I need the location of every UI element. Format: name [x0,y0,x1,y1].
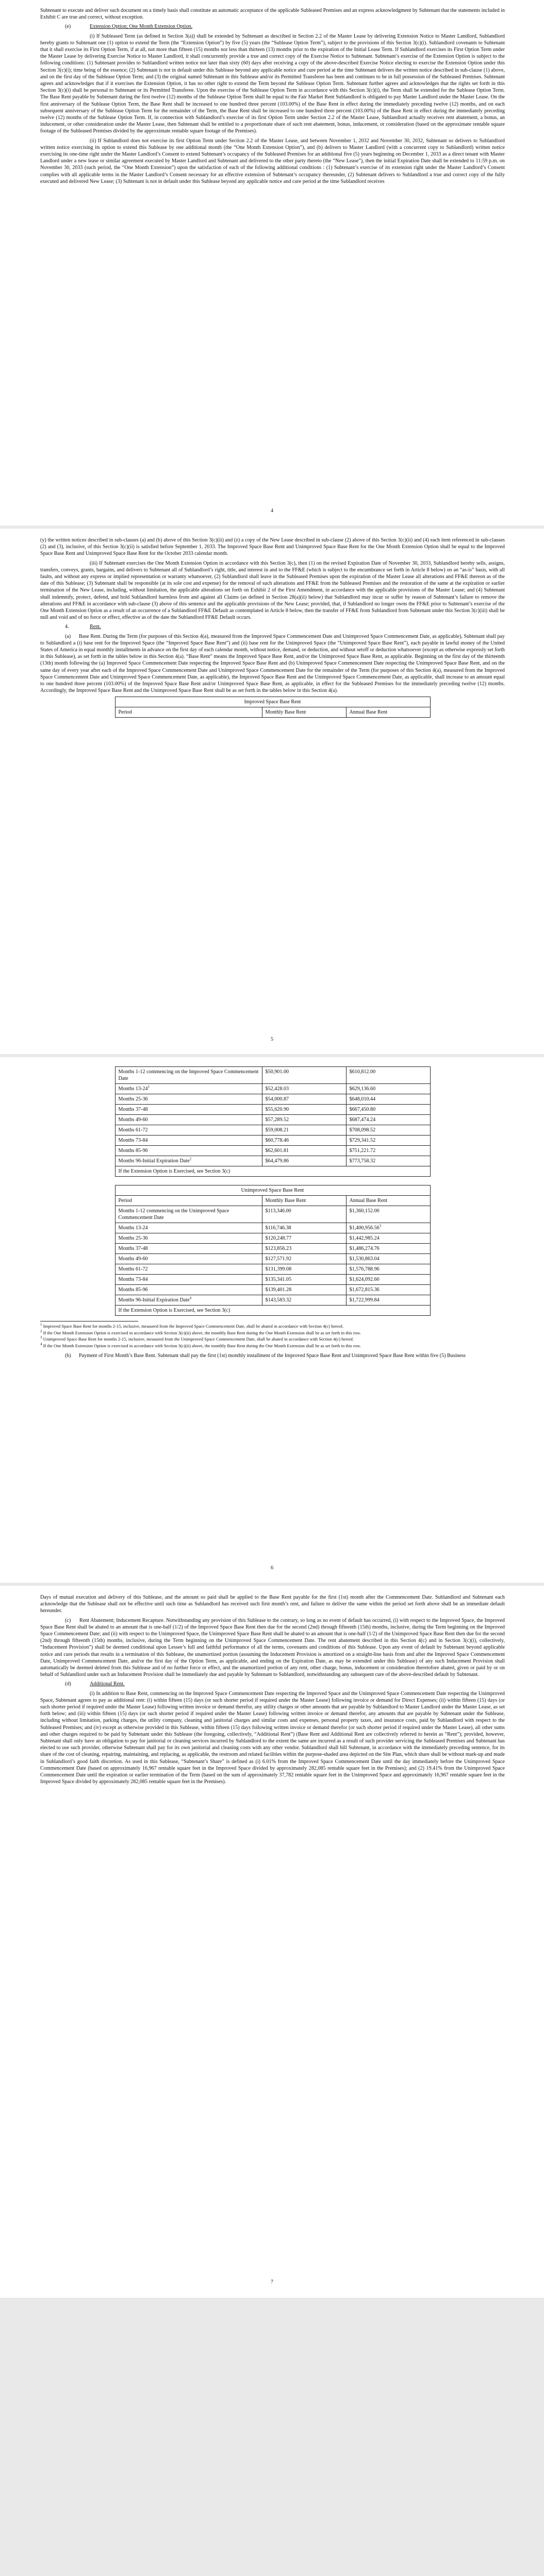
annual-rent-cell: $1,576,788.96 [346,1264,430,1275]
monthly-rent-cell: $59,008.21 [262,1125,346,1136]
table-row [115,1146,430,1156]
table-header-row [115,707,430,718]
monthly-rent-cell: $55,620.90 [262,1105,346,1115]
paragraph-ffe-transfer-iii: (iii) If Subtenant exercises the One Month Extension Option in accordance with this Section 3(c), then (1) on the revised Expiration Date of November 30, 2033, Sublandlord hereby sells, assigns, transfers, conveys, grants, bargains, and delivers to Subtenant all of Sublandlord’s right, title, and interest in and to the FF&E (which is subject to the encumbrance set forth in Article 8 below) on an “as-is” basis, with all faults, and without any express or implied representation or warranty whatsoever, (2) Sublandlord shall leave in the Subleased Premises upon the expiration of the Master Lease all alterations and FF&E thereon as of the date of this Sublease; (3) Subtenant shall be responsible (at its sole cost and expense) for the removal of such alterations and FF&E from the Subleased Premises and the restoration of the same at the expiration or earlier termination of the New Lease, including, without limitation, the applicable alterations set forth on Exhibit 2 of the First Amendment, in accordance with the applicable provisions of the Master Lease; and (4) Subtenant shall indemnify, protect, defend, and hold Sublandlord harmless from and against all Claims (as defined in Section 28(a)(ii) below) that Sublandlord may incur or suffer by reason of Subtenant’s failure to remove the alterations and FF&E in accordance with sub-clause (3) above of this sentence and the applicable provisions of the New Lease; provided, that, if Sublandlord no longer owns the FF&E prior to Subtenant’s exercise of the One Month Extension Option as a result of an occurrence of a Sublandlord FF&E Default as contemplated in Article 8 below, then the transfer of FF&E from Sublandlord from Subtenant under this Section 3(c)(iii) shall be null and void and of no force or effect, effective as of the date the Sublandlord FF&E Default occurs. [40,560,505,621]
annual-rent-cell: $1,360,152.00 [346,1206,430,1223]
paragraph-one-month-extension-ii: (ii) If Sublandlord does not exercise its first Option Term under Section 2.2 of the Master Lease, and between November 1, 2032 and November 30, 2032, Subtenant so delivers to Sublandlord written notice exercising its option to extend this Sublease by one additional month (the “One Month Extension Option”), and (b) delivers to Master Landlord (with a concurrent copy to Sublandlord) written notice exercising its one-time right under the Master Landlord’s Consent to extend Subtenant’s occupancy of the Subleased Premises for an additional five (5) years beginning on December 1, 2033 as a direct tenant with Master Landlord under a new lease or similar agreement executed by Master Landlord and Subtenant and delivered to the other party thereto (the “New Lease”), then the initial Expiration Date shall be extended to 11:59 p.m. on November 30, 2033 (such period, the “One Month Extension”) upon the satisfaction of each of the following additional conditions : (1) Subtenant’s exercise of its extension right under the Master Landlord’s Consent complies with all applicable terms in the Master Landlord’s Consent necessary for an effective extension of Subtenant’s occupancy thereunder, (2) Subtenant delivers to Sublandlord a true and correct copy of the fully executed and delivered New Lease; (3) Subtenant is not in default under this Sublease beyond any applicable notice and cure period at the time Sublandlord receives [40,138,505,184]
table-row [115,1206,430,1223]
annual-rent-cell: $751,221.72 [346,1146,430,1156]
period-cell: Months 1-12 commencing on the Improved Space Commencement Date [115,1067,262,1084]
paragraph-extension-option-i: (i) If Subleased Term (as defined in Section 3(a)) shall be extended by Subtenant as described in Section 2.2 of the Master Lease by delivering Extension Notice to Master Landlord, Sublandlord hereby grants to Subtenant one (1) option to extend the Term (the “Extension Option”) by five (5) years (the “Sublease Option Term”), subject to the provisions of this Section 3(c)(i). Sublandlord covenants to Subtenant that it shall exercise its First Option Term, if at all, not more than fifteen (15) months nor less than thirteen (13) months prior to the expiration of the Initial Lease Term. If Sublandlord exercises its First Option Term under the Master Lease by delivering Exercise Notice to Master Landlord, it shall concurrently provide a true and correct copy of the Exercise Notice to Subtenant. Subtenant’s exercise of the Extension Option is subject to the following conditions: (1) Subtenant provides to Sublandlord written notice not later than sixty (60) days after receiving a copy of the above-described Exercise Notice electing to exercise the Extension Option under this Section 3(c)(i); time being of the essence; (2) Subtenant is not in default under this Sublease beyond any applicable notice and cure period at the time Subtenant delivers the written notice described in sub-clause (1) above, and on the first day of the Sublease Option Term; and (3) the original named Subtenant in this Sublease and/or its Permitted Transferee has been and continues to be in full possession of the Subleased Premises. Subtenant agrees and acknowledges that if it exercises the Extension Option, it has no other right to extend the Term beyond the Sublease Option Term. Subtenant further agrees and acknowledges that the rights set forth in this Section 3(c)(i) shall be personal to Subtenant or its Permitted Transferee. Upon the exercise of the Sublease Option Term in accordance with this Section 3(c)(i), the Term shall be extended for the Sublease Option Term. The Base Rent payable by Subtenant during the first twelve (12) months of the Sublease Option Term shall be equal to the Fair Market Rent Sublandlord is obligated to pay Master Landlord under the Master Lease. On the first anniversary of the Sublease Option Term, the Base Rent shall be increased to one hundred three percent (103.00%) of the Base Rent in effect during the immediately preceding twelve (12) months, and on each subsequent anniversary of the Sublease Option Term for the remainder of the Term, the Base Rent shall be increased to one hundred three percent (103.00%) of the Base Rent in effect during the immediately preceding twelve (12) months of the Sublease Option Term. If, in connection with Sublandlord’s exercise of its first Option Term under Section 2.2 of the Master Lease, Sublandlord actually receives rent abatement, a bonus, an inducement, or other consideration under the Master Lease, then Subtenant shall be entitled to a proportionate share of such rent abatement, bonus, inducement, or consideration (based on the approximate rentable square footage of the Subleased Premises divided by the approximate rentable square footage of the Premises). [40,33,505,134]
annual-rent-cell: $667,450.80 [346,1105,430,1115]
monthly-rent-cell: $139,401.28 [262,1285,346,1295]
monthly-rent-cell: $52,428.03 [262,1084,346,1094]
monthly-rent-cell: $143,583.32 [262,1295,346,1306]
table-row [115,1254,430,1264]
period-cell: Months $13-24^1$ [115,1084,262,1094]
page-number: 6 [270,1565,274,1571]
period-cell: Months 37-48 [115,1105,262,1115]
annual-rent-cell: $687,474.24 [346,1115,430,1125]
monthly-rent-cell: $57,289.52 [262,1115,346,1125]
period-cell: Months 73-84 [115,1275,262,1285]
table-title: Unimproved Space Base Rent [115,1185,430,1196]
table-footer-row [115,1306,430,1316]
annual-rent-cell: $1,624,092.60 [346,1275,430,1285]
annual-rent-cell: $1,672,815.36 [346,1285,430,1295]
table-row [115,1264,430,1275]
period-cell: Months 61-72 [115,1264,262,1275]
period-cell: Months 61-72 [115,1125,262,1136]
period-cell: Months 49-60 [115,1115,262,1125]
column-header-monthly: Monthly Base Rent [262,707,346,718]
annual-rent-cell: $1,442,985.24 [346,1233,430,1244]
monthly-rent-cell: $127,571.92 [262,1254,346,1264]
footnote-2: $^2$ If the One Month Extension Option is exercised in accordance with Section 3(c)(ii) above, the monthly Base Rent during the One Month Extension shall be as set forth in this row. [40,1329,361,1335]
table-row [115,1285,430,1295]
table-row [115,1275,430,1285]
section-heading-rent: 4. Rent. [65,624,101,630]
monthly-rent-cell: $62,601.81 [262,1146,346,1156]
footnote-3: $^3$ Unimproved Space Base Rent for months 2-15, inclusive, measured from the Unimproved Space Commencement Date, shall be abated in accordance with Section 4(c) hereof. [40,1335,354,1342]
table-row [115,1094,430,1105]
paragraph-acceptance: Subtenant to execute and deliver such document on a timely basis shall constitute an automatic acceptance of the applicable Subleased Premises and an express acknowledgment by Subtenant that the statements included in Exhibit C are true and correct, without exception. [40,8,505,21]
table-title-row [115,1185,430,1196]
improved-space-base-rent-table-continued [115,1066,431,1177]
monthly-rent-cell: $60,778.46 [262,1136,346,1146]
table-row [115,1136,430,1146]
annual-rent-cell: $1,530,863.04 [346,1254,430,1264]
annual-rent-cell: $729,341.52 [346,1136,430,1146]
monthly-rent-cell: $113,346.00 [262,1206,346,1223]
period-cell: Months 1-12 commencing on the Unimproved Space Commencement Date [115,1206,262,1223]
period-cell: Months 96-Initial Expiration Date$^4$ [115,1295,262,1306]
annual-rent-cell: $648,010.44 [346,1094,430,1105]
annual-rent-cell: $629,136.60 [346,1084,430,1094]
page-number: 5 [270,1037,274,1042]
column-header-period: Period [115,707,262,718]
annual-rent-cell: $610,812.00 [346,1067,430,1084]
table-title: Improved Space Base Rent [115,697,430,707]
document-page-5 [0,529,544,1054]
table-row [115,1115,430,1125]
paragraph-continuation: (y) the written notices described in sub-clauses (a) and (b) above of this Section 3(c)(ii) and (z) a copy of the New Lease described in sub-clause (2) above of this Section 3(c)(ii) and (4) each item referenced in sub-clauses (2) and (3), inclusive, of this Section 3(c)(ii) is satisfied before September 1, 2033. The Improved Space Base Rent and Unimproved Space Base Rent for the One Month Extension Option shall be equal to the Improved Space Base Rent and Unimproved Space Base Rent for the October 2033 calendar month. [40,537,505,557]
table-row [115,1295,430,1306]
monthly-rent-cell: $135,341.05 [262,1275,346,1285]
annual-rent-cell: $1,400,956.56$^3$ [346,1223,430,1233]
table-row [115,1244,430,1254]
document-page-6 [0,1057,544,1583]
period-cell: Months 25-36 [115,1094,262,1105]
period-cell: Months 73-84 [115,1136,262,1146]
page-content [40,537,505,720]
document-page-7 [0,1586,544,2298]
paragraph-rent-abatement: (c) Rent Abatement; Inducement Recapture. Notwithstanding any provision of this Sublease to the contrary, so long as no event of default has occurred, (i) with respect to the Improved Space, the Improved Space Base Rent shall be abated to an amount that is one-half (1/2) of the Improved Space Base Rent then due for the second (2nd) through fifteenth (15th) months, inclusive, during the Term beginning on the Improved Space Commencement Date; and (ii) with respect to the Unimproved Space, the Unimproved Space Base Rent shall be abated to an amount that is one-half (1/2) of the Unimproved Space Base Rent then due for the second (2nd) through fifteenth (15th) months, inclusive, during the Term beginning on the Unimproved Space Commencement Date. The rent abatement described in this Section 4(c) and in Section 3(c)(i), collectively, “Inducement Provision”) shall be deemed conditional upon Lessee’s full and faithful performance of all the terms, covenants and conditions of this Sublease. Upon any event of default by Subtenant beyond applicable notice and cure periods that results in a termination of this Sublease, the unamortized portion (assuming the Inducement Provision is amortized on a straight-line basis from and after the Improved Space Commencement Date, Unimproved Commencement Date, and/or the first day of the Option Term, as applicable, and ending on the Expiration Date, as may be extended under this Sublease) of any such Inducement Provision shall automatically be deemed deleted from this Sublease and of no further force or effect, and the unamortized portion of any rent, other charge, bonus, inducement or consideration theretofore abated, given or paid by or on behalf of Sublandlord under such an Inducement Provision shall be immediately due and payable by Subtenant to Sublandlord, notwithstanding any subsequent cure of the above-described default by Subtenant. [40,1617,505,1678]
document-page-4 [0,0,544,526]
paragraph-first-month-rent: (b) Payment of First Month’s Base Rent. Subtenant shall pay the first (1st) monthly installment of the Improved Space Base Rent and Unimproved Space Base Rent within five (5) Business [65,1353,466,1359]
table-footer-note: If the Extension Option is Exercised, see Section 3(c) [115,1306,430,1316]
column-header-annual: Annual Base Rent [346,707,430,718]
table-row [115,1223,430,1233]
table-header-row [115,1196,430,1206]
table-row [115,1156,430,1166]
period-cell: Months 96-Initial Expiration Date$^2$ [115,1156,262,1166]
paragraph-continuation: Days of mutual execution and delivery of this Sublease, and the amount so paid shall be applied to the Base Rent payable for the first (1st) month after the Commencement Date. Sublandlord and Subtenant each acknowledge that the Sublease shall not be effective until such time as Sublandlord has received such first month’s rent, and failure to deliver the same within the period set forth above shall be an immediate default hereunder. [40,1595,505,1614]
period-cell: Months 25-36 [115,1233,262,1244]
table-row [115,1105,430,1115]
annual-rent-cell: $708,098.52 [346,1125,430,1136]
section-heading-extension-option: (e) Extension Option; One Month Extension Option. [65,24,193,30]
table-row [115,1233,430,1244]
annual-rent-cell: $1,486,274.76 [346,1244,430,1254]
paragraph-additional-rent: (i) In addition to Base Rent, commencing on the Improved Space Commencement Date respecting the Improved Space and the Unimproved Space Commencement Date respecting the Unimproved Space, Subtenant agrees to pay as additional rent: (i) within fifteen (15) days (or such shorter period if required under the Master Lease) following invoice or demand for Direct Expenses; (ii) within fifteen (15) days (or such shorter period if required under the Master Lease) following written invoice or demand therefor, any utility charges or other amounts that are payable by Sublandlord to Master Landlord under the Master Lease, as set forth below; and (iii) within fifteen (15) days (or such shorter period if required under the Master Lease) following written invoice or demand therefor, any amounts that are payable by Subtenant under the Sublease, including without limitation, parking charges, the utility company, cleaning and janitorial charges and similar costs and expenses, personal property taxes, and insurance costs, paid by Sublandlord with respect to the Subleased Premises; and (iv) except as otherwise provided in this Sublease, within fifteen (15) days following written invoice or demand therefor (or such shorter period if required under the Master Lease), all other sums and other charges required to be paid by Subtenant under this Sublease (the foregoing, collectively, “Additional Rent”) (Base Rent and Additional Rent are collectively referred to herein as “Rent”); provided, however, Subtenant shall only have an obligation to pay for janitorial or cleaning services incurred by Sublandlord to the extent the same are incurred as a result of such provider servicing the Subleased Premises and Subtenant has elected to use such provider, otherwise Subtenant shall pay for its own janitorial and cleaning costs with any other vendor. Sublandlord shall bill Subtenant, in accordance with the immediately preceding sentence, for its share of the cost of cleaning, repairing, maintaining, and replacing, as applicable, the restroom and related facilities within the purpose-shaded area depicted on the Site Plan, which share shall be without mark-up and made in Sublandlord’s good faith discretion. As used in this Sublease, “Subtenant’s Share” is defined as (i) 6.01% from the Improved Space Commencement Date until the day immediately before the Unimproved Space Commencement Date (based on approximately 16,967 rentable square feet in the Improved Space divided by approximately 282,085 rentable square feet in the Premises); and (2) 19.41% from the Unimproved Space Commencement Date until the expiration or earlier termination of the Term (based on the sum of approximately 37,782 rentable square feet in the Unimproved Space and approximately 16,967 rentable square feet in the Improved Space divided by approximately 282,085 rentable square feet in the Premises). [40,1690,505,1785]
annual-rent-cell: $773,758.32 [346,1156,430,1166]
page-content [40,1594,505,1788]
paragraph-base-rent: (a) Base Rent. During the Term (for purposes of this Section 4(a), measured from the Improved Space Commencement Date and Unimproved Space Commencement Date, as applicable), Subtenant shall pay to Sublandlord a (i) base rent for the Improved Space (the “Improved Space Base Rent”) and (ii) base rent for the Unimproved Space (the “Unimproved Space Base Rent”), each payable in lawful money of the United States of America in equal monthly installments in advance on the first day of each calendar month, without notice, demand, or deduction, and without setoff or deduction whatsoever (except as otherwise expressly set forth in this Sublease), as set forth in the tables below in this Section 4(a). “Base Rent” means the Improved Space Base Rent, and/or the Unimproved Space Base Rent, as applicable. Beginning on the first day of the thirteenth (13th) month following the (a) Improved Space Commencement Date respecting the Improved Space Base Rent and (b) Unimproved Space Commencement Date respecting the Unimproved Space Base Rent, and on the same day of every year after each of the Improved Space Commencement Date and Unimproved Space Commencement Date for the remainder of the Term (for purposes of this Section 4(a), measured from the Improved Space Commencement Date and Unimproved Space Commencement Date, as applicable), the Improved Space Base Rent and the Unimproved Space Commencement Date, as applicable, shall increase to an amount equal to one hundred three percent (103.00%) of the Improved Space Base Rent and/or Unimproved Space Base Rent, as applicable, in effect for the Subleased Premises for the immediately preceding twelve (12) months. Accordingly, the Improved Space Base Rent and the Unimproved Space Base Rent shall be as set forth in the tables below in this Section 4(a). [40,633,505,694]
page-number: 7 [270,2279,274,2285]
table-row [115,1125,430,1136]
monthly-rent-cell: $64,479.86 [262,1156,346,1166]
period-cell: Months 37-48 [115,1244,262,1254]
unimproved-space-base-rent-table [115,1185,431,1316]
annual-rent-cell: $1,722,999.84 [346,1295,430,1306]
table-row [115,1067,430,1084]
page-number: 4 [270,508,274,514]
monthly-rent-cell: $54,000.87 [262,1094,346,1105]
column-header-period: Period [115,1196,262,1206]
monthly-rent-cell: $116,746.38 [262,1223,346,1233]
table-footer-row [115,1166,430,1177]
footnote-4: $^4$ If the One Month Extension Option is exercised in accordance with Section 3(c)(ii) above, the monthly Base Rent during the One Month Extension shall be as set forth in this row. [40,1342,361,1348]
footnote-1: $^1$ Improved Space Base Rent for months 2-15, inclusive, measured from the Improved Space Commencement Date, shall be abated in accordance with Section 4(c) hereof. [40,1323,344,1329]
page-content [40,1064,505,1362]
table-title-row [115,697,430,707]
improved-space-base-rent-table [115,697,431,718]
table-row [115,1084,430,1094]
monthly-rent-cell: $50,901.00 [262,1067,346,1084]
table-footer-note: If the Extension Option is Exercised, see Section 3(c) [115,1166,430,1177]
subsection-heading-additional-rent: (d) Additional Rent. [65,1681,125,1687]
monthly-rent-cell: $131,399.08 [262,1264,346,1275]
period-cell: Months 85-96 [115,1285,262,1295]
monthly-rent-cell: $123,856.23 [262,1244,346,1254]
period-cell: Months 13-24 [115,1223,262,1233]
column-header-monthly: Monthly Base Rent [262,1196,346,1206]
page-content [40,7,505,188]
column-header-annual: Annual Base Rent [346,1196,430,1206]
monthly-rent-cell: $120,248.77 [262,1233,346,1244]
period-cell: Months 49-60 [115,1254,262,1264]
period-cell: Months 85-96 [115,1146,262,1156]
